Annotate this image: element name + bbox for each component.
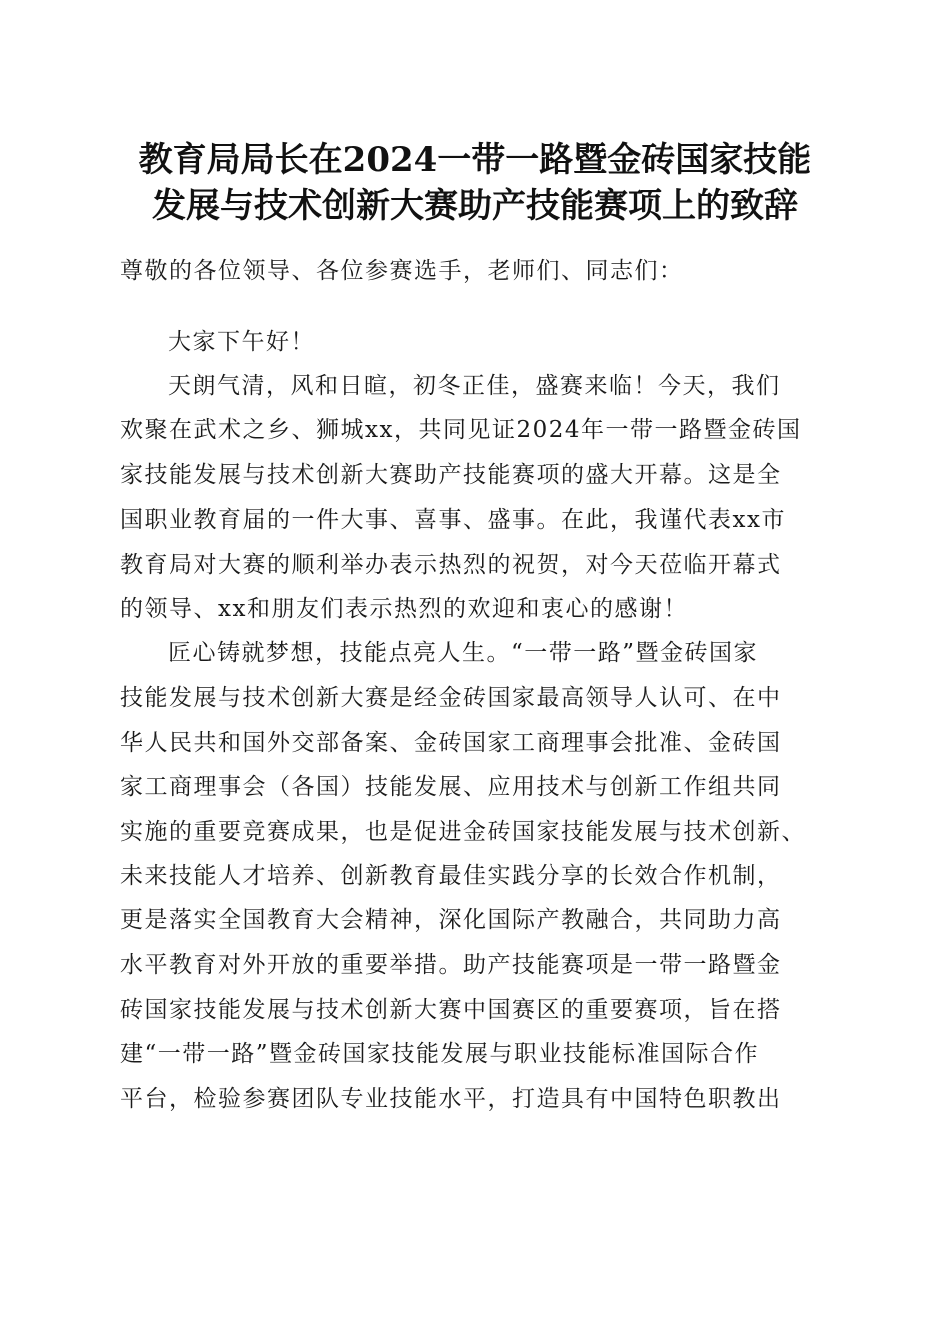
paragraph-2-line: 未来技能人才培养、创新教育最佳实践分享的长效合作机制， bbox=[120, 863, 782, 889]
paragraph-2-line: 家工商理事会（各国）技能发展、应用技术与创新工作组共同 bbox=[120, 774, 782, 800]
paragraph-2-line: 砖国家技能发展与技术创新大赛中国赛区的重要赛项，旨在搭 bbox=[120, 997, 782, 1023]
paragraph-2-line: 平台，检验参赛团队专业技能水平，打造具有中国特色职教出 bbox=[120, 1086, 782, 1112]
paragraph-2-line: 建“一带一路”暨金砖国家技能发展与职业技能标准国际合作 bbox=[120, 1041, 760, 1067]
paragraph-2-line: 实施的重要竞赛成果，也是促进金砖国家技能发展与技术创新、 bbox=[120, 819, 806, 845]
paragraph-2-line: 匠心铸就梦想，技能点亮人生。“一带一路”暨金砖国家 bbox=[168, 640, 759, 666]
paragraph-1-line: 教育局对大赛的顺利举办表示热烈的祝贺，对今天莅临开幕式 bbox=[120, 552, 782, 578]
paragraph-1-line: 天朗气清，风和日暄，初冬正佳，盛赛来临！今天，我们 bbox=[168, 373, 781, 399]
document-title-line-2: 发展与技术创新大赛助产技能赛项上的致辞 bbox=[152, 186, 798, 226]
paragraph-2-line: 技能发展与技术创新大赛是经金砖国家最高领导人认可、在中 bbox=[120, 685, 782, 711]
paragraph-1-line: 国职业教育届的一件大事、喜事、盛事。在此，我谨代表xx市 bbox=[120, 507, 786, 533]
paragraph-2-line: 华人民共和国外交部备案、金砖国家工商理事会批准、金砖国 bbox=[120, 730, 782, 756]
paragraph-1-line: 欢聚在武术之乡、狮城xx，共同见证2024年一带一路暨金砖国 bbox=[120, 417, 802, 443]
greeting: 大家下午好！ bbox=[168, 329, 315, 355]
salutation: 尊敬的各位领导、各位参赛选手，老师们、同志们： bbox=[120, 258, 684, 284]
paragraph-1-line: 家技能发展与技术创新大赛助产技能赛项的盛大开幕。这是全 bbox=[120, 462, 782, 488]
paragraph-2-line: 水平教育对外开放的重要举措。助产技能赛项是一带一路暨金 bbox=[120, 952, 782, 978]
paragraph-1-line: 的领导、xx和朋友们表示热烈的欢迎和衷心的感谢！ bbox=[120, 596, 688, 622]
document-title-line-1: 教育局局长在2024一带一路暨金砖国家技能 bbox=[138, 140, 812, 180]
paragraph-2-line: 更是落实全国教育大会精神，深化国际产教融合，共同助力高 bbox=[120, 907, 782, 933]
